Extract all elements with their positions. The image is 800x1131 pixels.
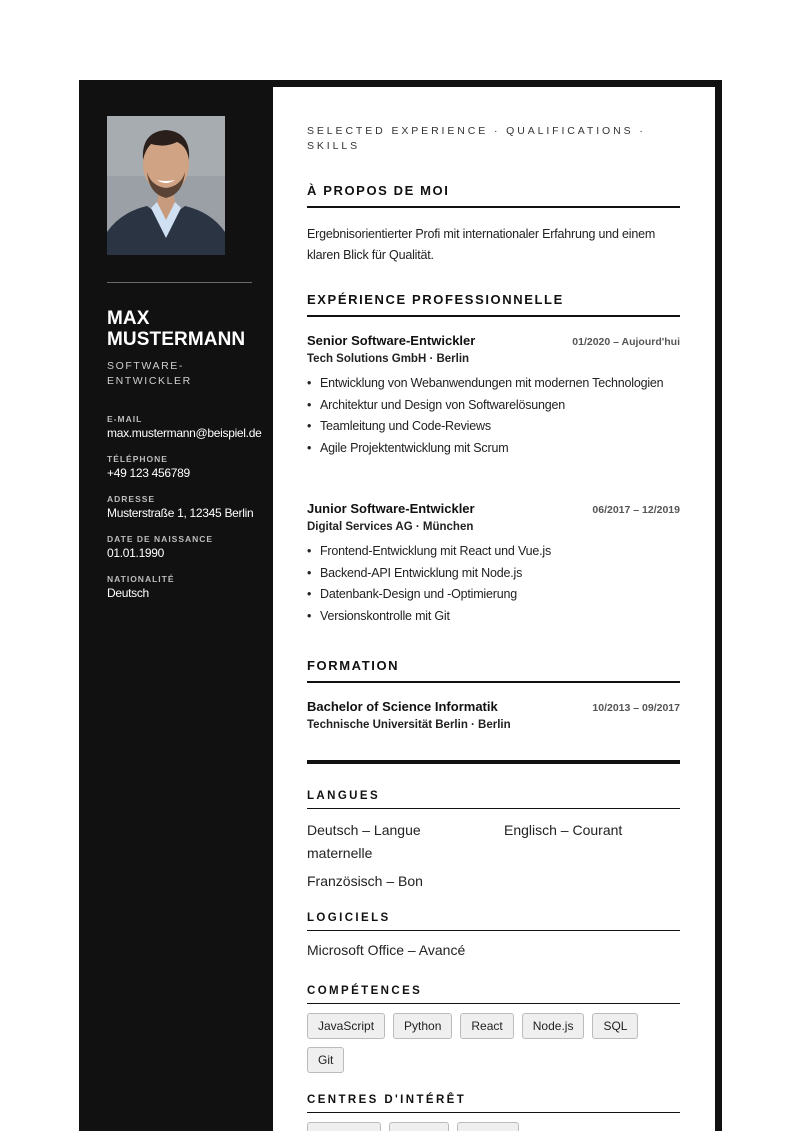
contact-label: DATE DE NAISSANCE — [107, 534, 214, 544]
job-header — [307, 333, 680, 348]
contact-list — [107, 413, 272, 613]
cv-page — [79, 80, 722, 1131]
bullet-item: • Frontend-Entwicklung mit React und Vue.js — [307, 541, 680, 561]
name-first: MAX — [107, 308, 150, 329]
education-entry — [307, 699, 680, 731]
languages-list — [307, 819, 680, 893]
contact-label: TÉLÉPHONE — [107, 454, 168, 464]
candidate-job-title: SOFTWARE-ENTWICKLER — [107, 360, 192, 387]
education-header — [307, 699, 680, 714]
skill-tag: Git — [307, 1047, 344, 1073]
contact-label: E-MAIL — [107, 414, 143, 424]
section-divider — [307, 760, 680, 764]
skill-tag: Node.js — [522, 1013, 585, 1039]
section-title-skills: COMPÉTENCES — [307, 985, 680, 1004]
section-title-software: LOGICIELS — [307, 912, 680, 931]
interest-tag — [457, 1122, 519, 1131]
job-bullets — [307, 541, 680, 626]
email-value: max.mustermann@beispiel.de — [107, 426, 262, 440]
phone-value: +49 123 456789 — [107, 466, 190, 480]
skill-tag: Python — [393, 1013, 452, 1039]
bullet-item: • Datenbank-Design und -Optimierung — [307, 584, 680, 604]
birthdate-value: 01.01.1990 — [107, 546, 165, 560]
bullet-item: • Architektur und Design von Softwarelösungen — [307, 395, 680, 415]
interest-tags — [307, 1122, 680, 1131]
section-title-interests: CENTRES D'INTÉRÊT — [307, 1094, 680, 1113]
degree-title: Bachelor of Science Informatik — [307, 699, 498, 714]
section-title-experience: EXPÉRIENCE PROFESSIONNELLE — [307, 292, 680, 317]
sidebar-divider — [107, 282, 252, 283]
software-item: Microsoft Office – Avancé — [307, 942, 466, 958]
job-date: 01/2020 – Aujourd'hui — [572, 336, 680, 348]
person-portrait-icon — [107, 116, 225, 255]
section-title-about: À PROPOS DE MOI — [307, 183, 680, 208]
contact-email — [107, 413, 272, 453]
skill-tag: SQL — [592, 1013, 638, 1039]
sidebar — [79, 80, 273, 1131]
contact-label: NATIONALITÉ — [107, 574, 175, 584]
name-last: MUSTERMANN — [107, 329, 246, 350]
eyebrow-text: SELECTED EXPERIENCE · QUALIFICATIONS · SKILLS — [307, 125, 646, 152]
job-title: Senior Software-Entwickler — [307, 333, 476, 348]
interest-tag — [307, 1122, 381, 1131]
section-title-languages: LANGUES — [307, 790, 680, 809]
school-name: Technische Universität Berlin · Berlin — [307, 719, 511, 731]
profile-photo — [107, 116, 225, 255]
bullet-item: • Versionskontrolle mit Git — [307, 606, 680, 626]
language-item: Englisch – Courant — [504, 822, 623, 838]
interest-tag — [389, 1122, 449, 1131]
job-company: Tech Solutions GmbH · Berlin — [307, 353, 470, 365]
job-title: Junior Software-Entwickler — [307, 501, 475, 516]
contact-nationality — [107, 573, 272, 613]
education-date: 10/2013 – 09/2017 — [592, 702, 680, 714]
job-date: 06/2017 – 12/2019 — [592, 504, 680, 516]
job-header — [307, 501, 680, 516]
contact-phone — [107, 453, 272, 493]
contact-label: ADRESSE — [107, 494, 156, 504]
language-item: Deutsch – Langue maternelle — [307, 822, 421, 861]
skills-tags — [307, 1013, 680, 1073]
job-company: Digital Services AG · München — [307, 521, 474, 533]
job-entry — [307, 501, 680, 627]
skill-tag: JavaScript — [307, 1013, 385, 1039]
bullet-item: • Entwicklung von Webanwendungen mit modernen Technologien — [307, 373, 680, 393]
contact-birthdate — [107, 533, 272, 573]
nationality-value: Deutsch — [107, 586, 149, 600]
contact-address — [107, 493, 272, 533]
job-bullets — [307, 373, 680, 458]
main-content — [273, 87, 715, 1131]
skill-tag: React — [460, 1013, 513, 1039]
candidate-name — [107, 308, 267, 350]
language-item: Französisch – Bon — [307, 873, 423, 889]
about-text: Ergebnisorientierter Profi mit internationaler Erfahrung und einem klaren Blick für Qualität. — [307, 227, 656, 262]
bullet-item: • Teamleitung und Code-Reviews — [307, 416, 680, 436]
section-title-education: FORMATION — [307, 658, 680, 683]
bullet-item: • Backend-API Entwicklung mit Node.js — [307, 563, 680, 583]
job-entry — [307, 333, 680, 459]
bullet-item: • Agile Projektentwicklung mit Scrum — [307, 438, 680, 458]
address-value: Musterstraße 1, 12345 Berlin — [107, 506, 254, 520]
